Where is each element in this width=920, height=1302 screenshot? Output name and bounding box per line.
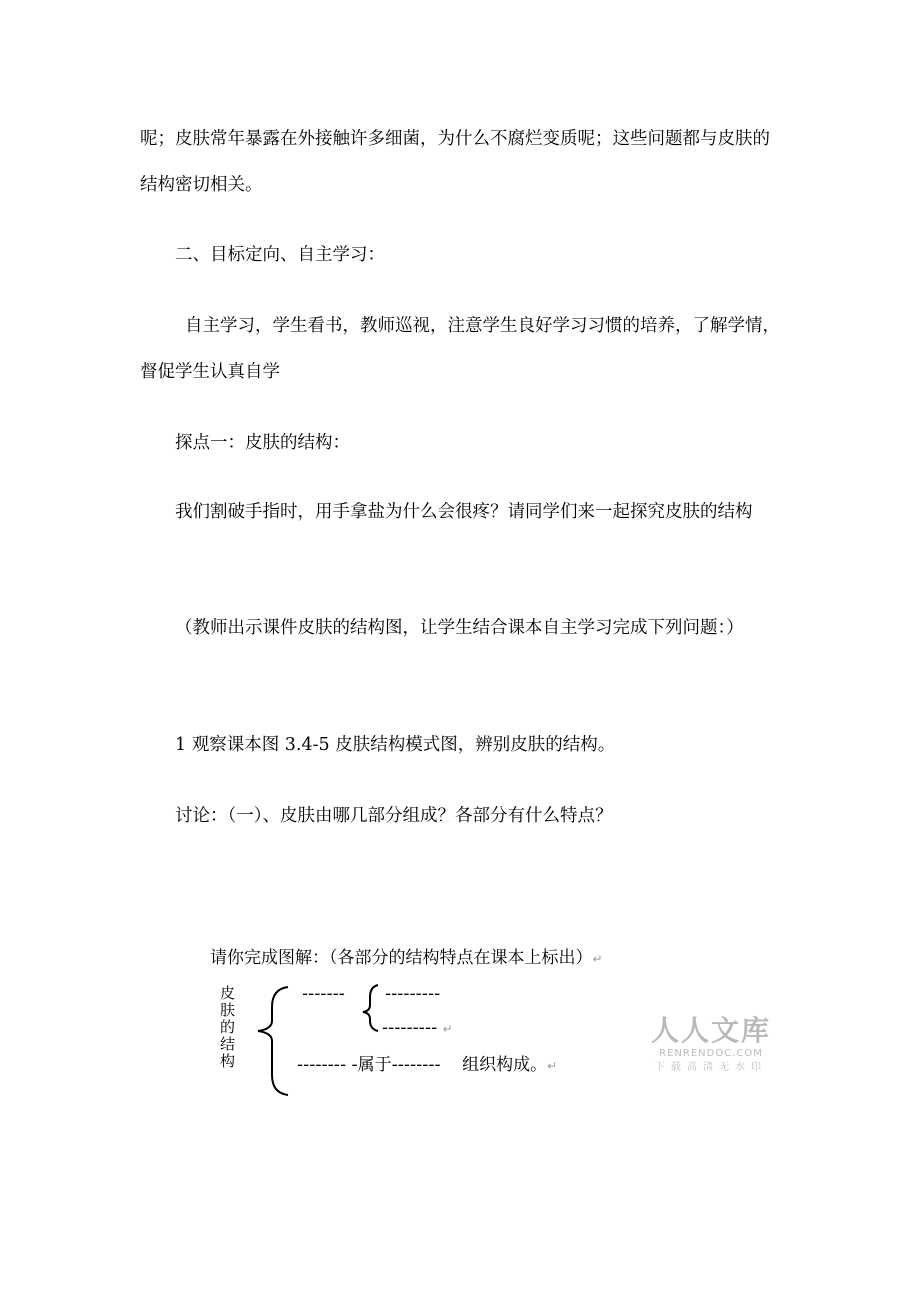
paragraph-mark: ↵ [592,952,603,966]
paragraph-mark: ↵ [442,1022,453,1036]
diagram-vertical-label: 皮肤的结构 [220,984,236,1070]
skin-structure-diagram [200,935,660,1105]
bottom-row-ending: 组织构成。 [462,1055,548,1075]
sub-brace [363,985,378,1031]
diagram-title-text: 请你完成图解：（各部分的结构特点在课本上标出） [210,948,593,968]
paragraph-mark: ↵ [547,1059,558,1073]
paragraph-7: 1 观察课本图 3.4-5 皮肤结构模式图，辨别皮肤的结构。 [175,735,616,755]
paragraph-1: 呢；皮肤常年暴露在外接触许多细菌，为什么不腐烂变质呢；这些问题都与皮肤的结构密切相关。 [140,129,770,195]
blank-sub-part-2-text: --------- [382,1018,438,1038]
bottom-row [297,1050,557,1075]
paragraph-3: 自主学习，学生看书，教师巡视，注意学生良好学习习惯的培养，了解学情，督促学生认真自学 [140,316,780,382]
blank-sub-part-2 [382,1018,453,1038]
watermark-title: 人人文库 [650,1014,771,1047]
blank-upper-part: ------- [302,984,345,1004]
paragraph-5: 我们割破手指时，用手拿盐为什么会很疼？请同学们来一起探究皮肤的结构 [175,502,753,522]
main-brace [258,987,288,1095]
paragraph-2-heading: 二、目标定向、自主学习： [175,245,385,265]
renrendoc-watermark [648,1015,774,1075]
paragraph-4: 探点一：皮肤的结构： [175,433,350,453]
blank-sub-part-1: --------- [385,984,441,1004]
watermark-tagline: 下载高清无水印 [655,1062,767,1073]
bottom-row-blanks: -------- -属于-------- [297,1055,441,1075]
paragraph-6: （教师出示课件皮肤的结构图，让学生结合课本自主学习完成下列问题：） [175,618,744,638]
watermark-site: RENRENDOC.COM [659,1048,763,1059]
paragraph-8: 讨论：（一）、皮肤由哪几部分组成？各部分有什么特点？ [175,806,613,826]
